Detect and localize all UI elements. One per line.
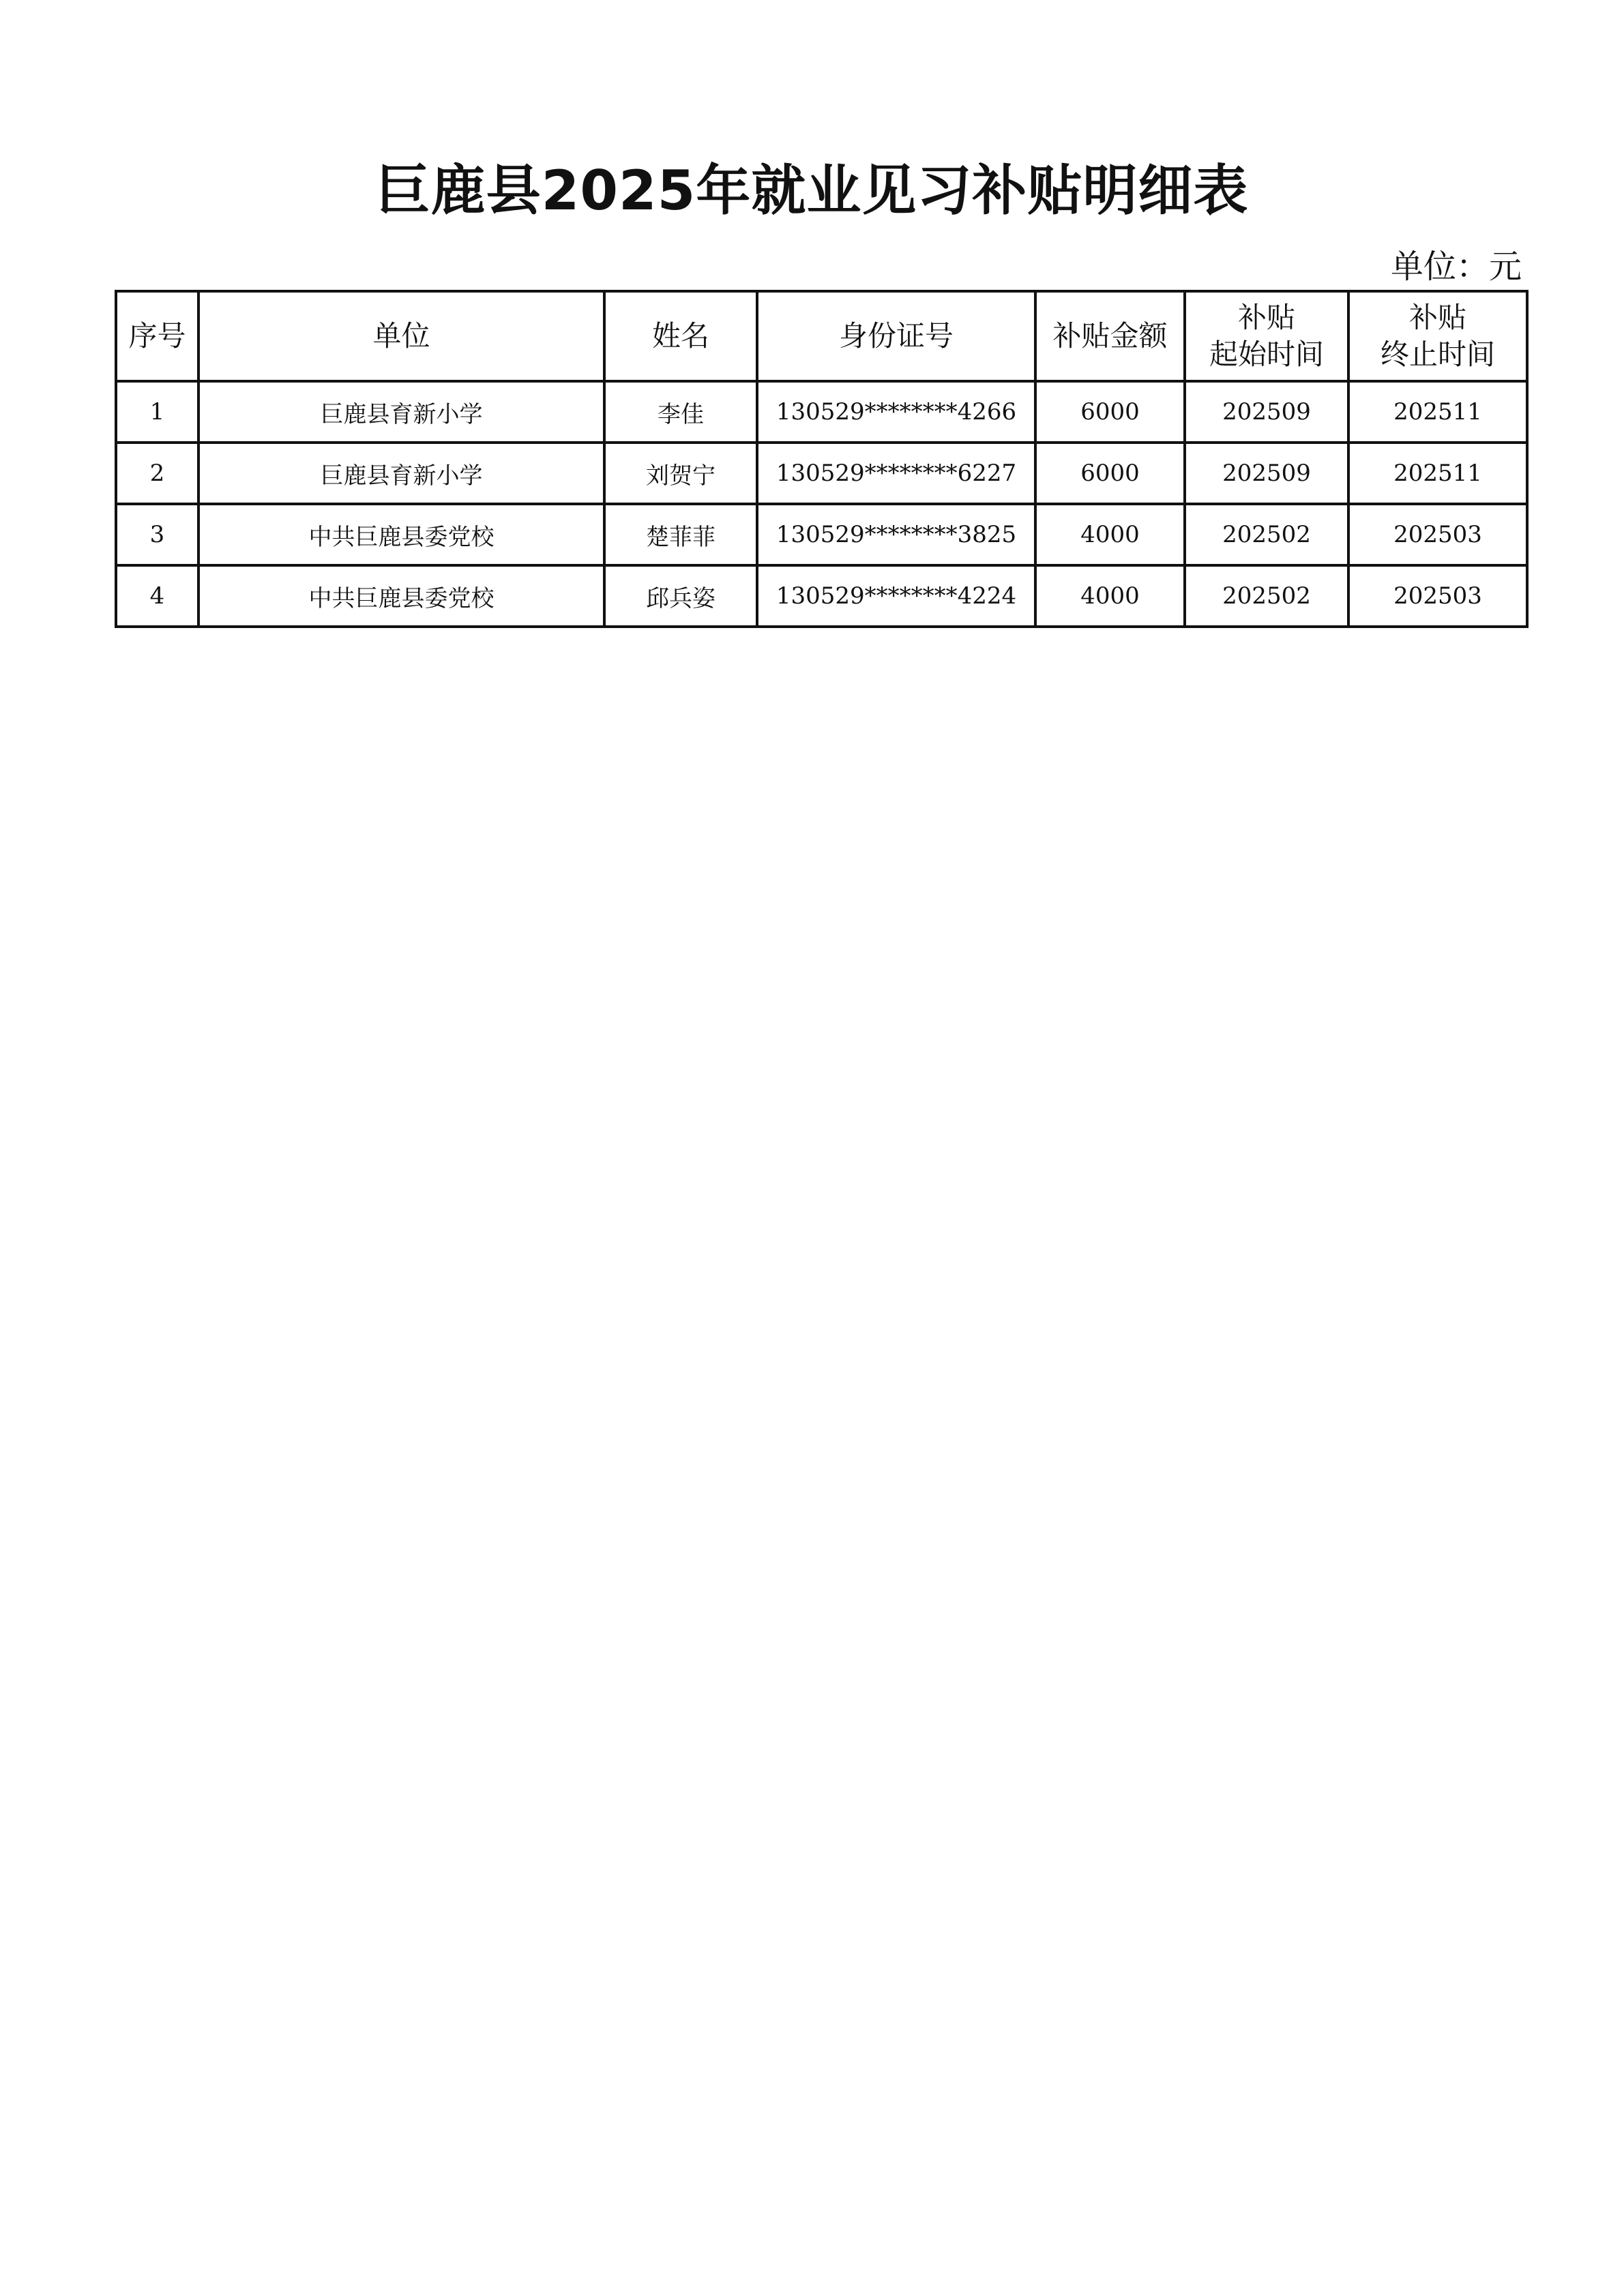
- header-end-line1: 补贴: [1408, 301, 1466, 334]
- cell-index: 4: [116, 565, 198, 627]
- header-end-time: [1348, 291, 1527, 381]
- table-row: [116, 565, 1527, 627]
- cell-amount: 4000: [1035, 504, 1185, 565]
- cell-start-time: 202509: [1185, 443, 1348, 504]
- cell-unit: 巨鹿县育新小学: [198, 381, 604, 443]
- cell-unit: 中共巨鹿县委党校: [198, 504, 604, 565]
- table-header-row: [116, 291, 1527, 381]
- cell-start-time: 202502: [1185, 504, 1348, 565]
- cell-id-number: 130529********4266: [757, 381, 1035, 443]
- cell-start-time: 202502: [1185, 565, 1348, 627]
- cell-index: 3: [116, 504, 198, 565]
- cell-id-number: 130529********3825: [757, 504, 1035, 565]
- cell-unit: 中共巨鹿县委党校: [198, 565, 604, 627]
- cell-id-number: 130529********4224: [757, 565, 1035, 627]
- cell-id-number: 130529********6227: [757, 443, 1035, 504]
- cell-name: 楚菲菲: [604, 504, 757, 565]
- header-start-line2: 起始时间: [1209, 338, 1324, 371]
- header-start-time: [1185, 291, 1348, 381]
- table-row: [116, 443, 1527, 504]
- header-unit: 单位: [198, 291, 604, 381]
- cell-end-time: 202511: [1348, 381, 1527, 443]
- table-row: [116, 381, 1527, 443]
- header-id-number: 身份证号: [757, 291, 1035, 381]
- unit-label: 单位：元: [1390, 248, 1522, 286]
- cell-end-time: 202503: [1348, 565, 1527, 627]
- cell-amount: 6000: [1035, 381, 1185, 443]
- cell-index: 1: [116, 381, 198, 443]
- header-end-line2: 终止时间: [1380, 338, 1495, 371]
- cell-name: 李佳: [604, 381, 757, 443]
- cell-name: 邱兵姿: [604, 565, 757, 627]
- cell-amount: 4000: [1035, 565, 1185, 627]
- subsidy-table: [115, 290, 1529, 628]
- cell-unit: 巨鹿县育新小学: [198, 443, 604, 504]
- cell-end-time: 202503: [1348, 504, 1527, 565]
- cell-amount: 6000: [1035, 443, 1185, 504]
- header-amount: 补贴金额: [1035, 291, 1185, 381]
- cell-start-time: 202509: [1185, 381, 1348, 443]
- header-name: 姓名: [604, 291, 757, 381]
- header-index: 序号: [116, 291, 198, 381]
- table-row: [116, 504, 1527, 565]
- cell-index: 2: [116, 443, 198, 504]
- cell-name: 刘贺宁: [604, 443, 757, 504]
- page-title: 巨鹿县2025年就业见习补贴明细表: [375, 159, 1249, 222]
- cell-end-time: 202511: [1348, 443, 1527, 504]
- header-start-line1: 补贴: [1237, 301, 1295, 334]
